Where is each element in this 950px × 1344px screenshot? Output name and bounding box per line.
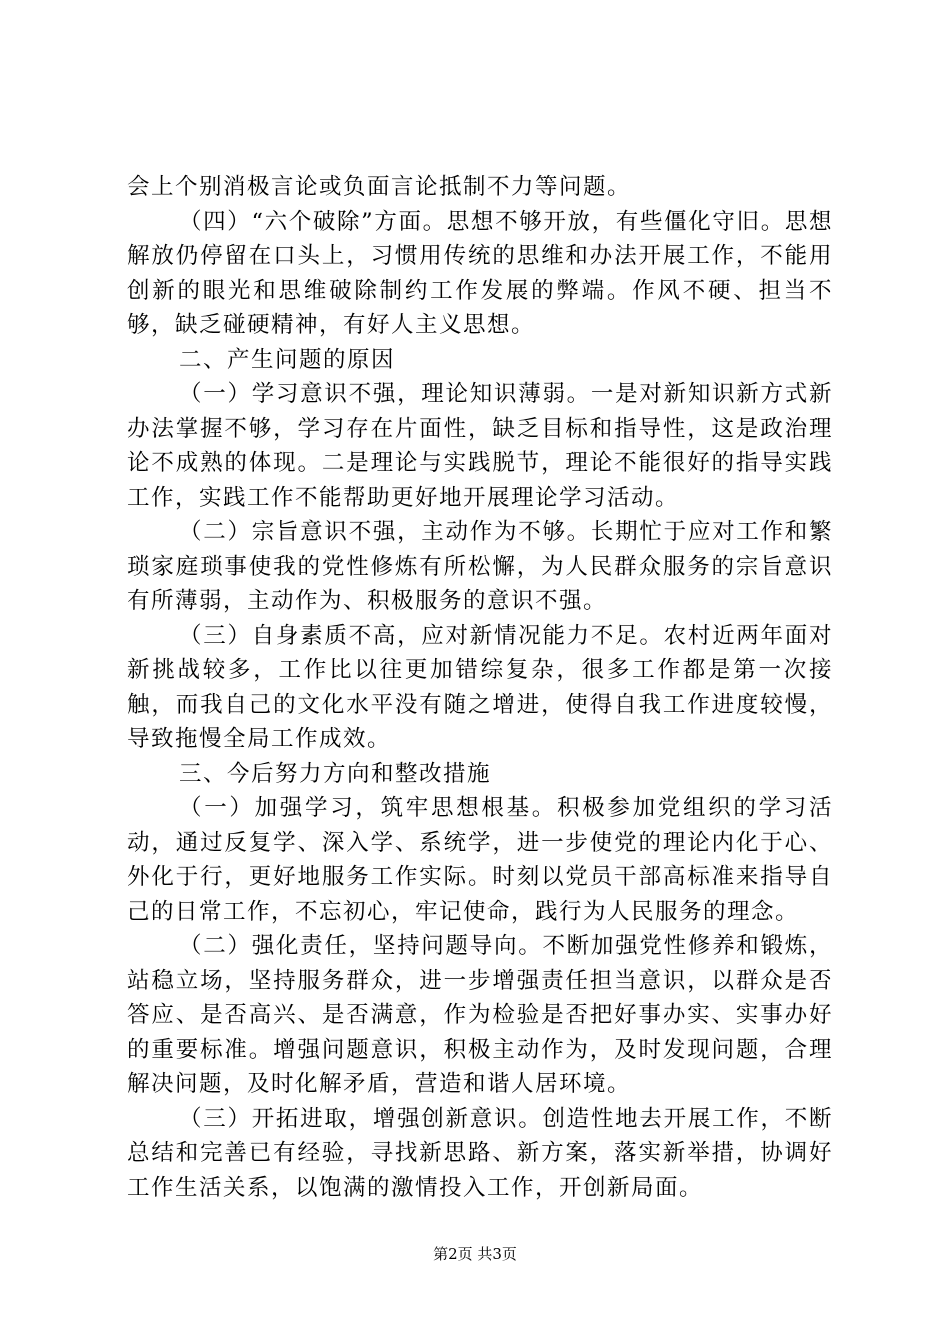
paragraph-10: （三）开拓进取，增强创新意识。创造性地去开展工作，不断总结和完善已有经验，寻找新思路、新方案，落实新举措，协调好工作生活关系，以饱满的激情投入工作，开创新局面。 — [127, 1105, 833, 1201]
paragraph-2: （四）“六个破除”方面。思想不够开放，有些僵化守旧。思想解放仍停留在口头上，习惯用传统的思维和办法开展工作，不能用创新的眼光和思维破除制约工作发展的弊端。作风不硬、担当不够，缺乏碰硬精神，有好人主义思想。 — [127, 208, 833, 338]
paragraph-4: （一）学习意识不强，理论知识薄弱。一是对新知识新方式新办法掌握不够，学习存在片面性，缺乏目标和指导性，这是政治理论不成熟的体现。二是理论与实践脱节，理论不能很好的指导实践工作，实践工作不能帮助更好地开展理论学习活动。 — [127, 381, 833, 511]
paragraph-5: （二）宗旨意识不强，主动作为不够。长期忙于应对工作和繁琐家庭琐事使我的党性修炼有所松懈，为人民群众服务的宗旨意识有所薄弱，主动作为、积极服务的意识不强。 — [127, 519, 833, 614]
page-number-footer: 第2页 共3页 — [433, 1245, 517, 1263]
paragraph-8: （一）加强学习，筑牢思想根基。积极参加党组织的学习活动，通过反复学、深入学、系统学，进一步使党的理论内化于心、外化于行，更好地服务工作实际。时刻以党员干部高标准来指导自己的日常工作，不忘初心，牢记使命，践行为人民服务的理念。 — [127, 795, 833, 925]
paragraph-1: 会上个别消极言论或负面言论抵制不力等问题。 — [127, 174, 632, 200]
section-heading-3: 三、今后努力方向和整改措施 — [179, 760, 492, 787]
paragraph-6: （三）自身素质不高，应对新情况能力不足。农村近两年面对新挑战较多，工作比以往更加错综复杂，很多工作都是第一次接触，而我自己的文化水平没有随之增进，使得自我工作进度较慢，导致拖慢全局工作成效。 — [127, 622, 833, 752]
paragraph-9: （二）强化责任，坚持问题导向。不断加强党性修养和锻炼，站稳立场，坚持服务群众，进一步增强责任担当意识，以群众是否答应、是否高兴、是否满意，作为检验是否把好事办实、实事办好的重要标准。增强问题意识，积极主动作为，及时发现问题，合理解决问题，及时化解矛盾，营造和谐人居环境。 — [127, 933, 833, 1097]
section-heading-2: 二、产生问题的原因 — [179, 346, 396, 373]
document-body — [127, 170, 833, 1205]
